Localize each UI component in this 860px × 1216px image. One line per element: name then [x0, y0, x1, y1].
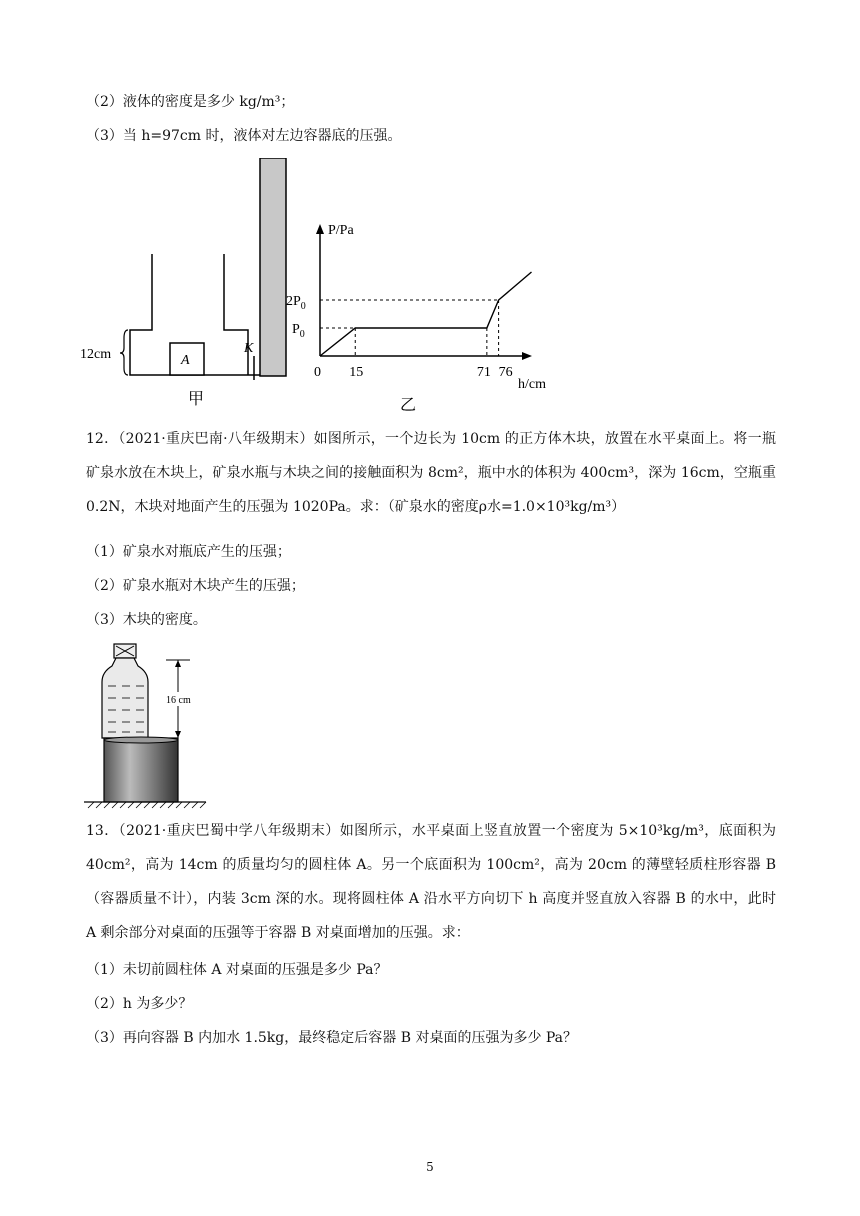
caption-jia: 甲 — [188, 391, 205, 408]
caption-yi: 乙 — [400, 397, 417, 414]
page-number: 5 — [426, 1160, 434, 1174]
x-tick-label: 15 — [349, 365, 364, 380]
label-16cm: 16 cm — [166, 695, 191, 706]
label-12cm: 12cm — [80, 347, 112, 362]
x-tick-label: 71 — [476, 365, 491, 380]
origin-label: 0 — [314, 365, 321, 380]
series-line — [320, 272, 532, 356]
q13-sub2: （2）h 为多少？ — [86, 996, 193, 1012]
q11-sub2: （2）液体的密度是多少 kg/m³； — [86, 94, 295, 110]
q12-sub2: （2）矿泉水瓶对木块产生的压强； — [86, 578, 305, 594]
q12-stem: 12．（2021·重庆巴南·八年级期末）如图所示，一个边长为 10cm 的正方体木块，放置在水平桌面上。将一瓶矿泉水放在木块上，矿泉水瓶与木块之间的接触面积为 8cm²，瓶中水的体积为 400cm³，深为 16cm，空瓶重 0.2N，木块对地面产生的压强为 1020Pa。求：（矿泉水的密度ρ水=1.0×10³kg/m³） — [86, 431, 776, 515]
label-A: A — [181, 353, 190, 368]
y-axis-arrow — [316, 224, 324, 234]
q11-sub3: （3）当 h=97cm 时，液体对左边容器底的压强。 — [86, 128, 402, 144]
label-K: K — [244, 341, 254, 356]
x-axis-arrow — [522, 352, 532, 360]
q12-sub1: （1）矿泉水对瓶底产生的压强； — [86, 544, 291, 560]
figure-yi-chart — [270, 218, 570, 414]
q13-sub1: （1）未切前圆柱体 A 对桌面的压强是多少 Pa？ — [86, 962, 388, 978]
q13-sub3: （3）再向容器 B 内加水 1.5kg，最终稳定后容器 B 对桌面的压强为多少 Pa？ — [86, 1030, 578, 1046]
x-axis-label: h/cm — [518, 377, 546, 392]
figure-jia — [78, 158, 298, 408]
q13-stem: 13．（2021·重庆巴蜀中学八年级期末）如图所示，水平桌面上竖直放置一个密度为 5×10³kg/m³，底面积为 40cm²，高为 14cm 的质量均匀的圆柱体 A。另一个底面积为 100cm²，高为 20cm 的薄壁轻质柱形容器 B（容器质量不计），内装 3cm 深的水。现将圆柱体 A 沿水平方向切下 h 高度并竖直放入容器 B 的水中，此时 A 剩余部分对桌面的压强等于容器 B 对桌面增加的压强。求： — [86, 823, 776, 941]
x-tick-label: 76 — [498, 365, 513, 380]
q12-sub3: （3）木块的密度。 — [86, 612, 207, 628]
y-tick-label: $2P_0$ — [286, 294, 306, 312]
y-tick-label: $P_0$ — [292, 322, 305, 340]
y-axis-label: P/Pa — [328, 223, 354, 238]
figure-bottle-on-block — [82, 642, 212, 812]
